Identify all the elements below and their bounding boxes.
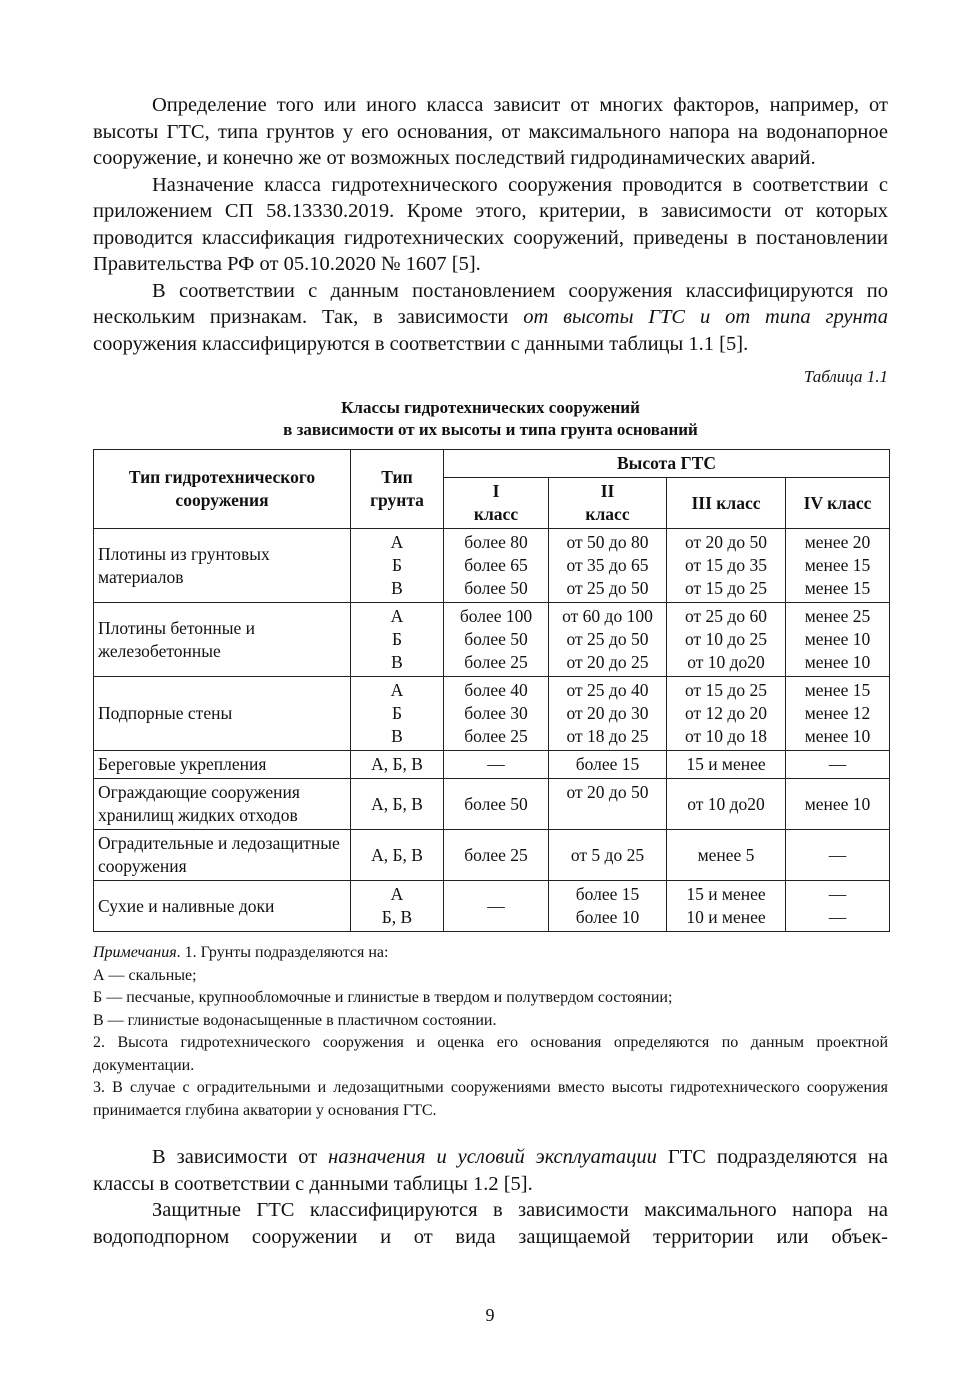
class-2-cell: более 15 [549,751,667,779]
class-3-cell: от 20 до 50 от 15 до 35 от 15 до 25 [667,529,786,603]
class-4-cell: менее 15 менее 12 менее 10 [786,677,890,751]
class-3-cell: от 25 до 60 от 10 до 25 от 10 до20 [667,603,786,677]
soil-cell: А, Б, В [351,779,444,830]
class-3-cell: от 10 до20 [667,779,786,830]
class-3-cell: менее 5 [667,830,786,881]
class-2-cell: от 50 до 80 от 35 до 65 от 25 до 50 [549,529,667,603]
header-soil-type: Тип грунта [351,450,444,529]
table-row [94,603,890,677]
document-page [93,92,888,1250]
class-2-cell: от 25 до 40 от 20 до 30 от 18 до 25 [549,677,667,751]
note-soil-b: Б — песчаные, крупнообломочные и глинистые в твердом и полутвердом состоянии; [93,989,673,1006]
row-name: Сухие и наливные доки [94,881,351,932]
header-class-3: III класс [667,478,786,529]
row-name: Береговые укрепления [94,751,351,779]
soil-cell: А Б В [351,529,444,603]
table-title: Классы гидротехнических сооружений в зависимости от их высоты и типа грунта оснований [283,398,698,439]
header-class-1: I класс [444,478,549,529]
soil-cell: А, Б, В [351,830,444,881]
class-4-cell: менее 10 [786,779,890,830]
class-3-cell: 15 и менее 10 и менее [667,881,786,932]
table-label: Таблица 1.1 [803,367,888,386]
header-structure-type: Тип гидротехнического сооружения [94,450,351,529]
note-3: 3. В случае с оградительными и ледозащитными сооружениями вместо высоты гидротехнического сооружения принимается глубина акватории у основания ГТС. [93,1079,888,1119]
classification-table [93,449,890,932]
paragraph-4: В зависимости от назначения и условий эксплуатации ГТС подразделяются на классы в соответствии с данными таблицы 1.2 [5]. [93,1146,888,1195]
soil-cell: А, Б, В [351,751,444,779]
class-1-cell: более 80 более 65 более 50 [444,529,549,603]
class-1-cell: более 50 [444,779,549,830]
paragraph-5: Защитные ГТС классифицируются в зависимости максимального напора на водоподпорном сооружении и от вида защищаемой территории или объек- [93,1199,888,1248]
table-header-row [94,450,890,478]
header-class-4: IV класс [786,478,890,529]
class-1-cell: более 100 более 50 более 25 [444,603,549,677]
class-2-cell: от 60 до 100 от 25 до 50 от 20 до 25 [549,603,667,677]
class-1-cell: более 25 [444,830,549,881]
table-row [94,751,890,779]
soil-cell: А Б, В [351,881,444,932]
class-4-cell: менее 20 менее 15 менее 15 [786,529,890,603]
table-row [94,881,890,932]
table-row [94,529,890,603]
row-name: Плотины бетонные и железобетонные [94,603,351,677]
table-row [94,677,890,751]
paragraph-3: В соответствии с данным постановлением сооружения классифицируются по нескольким признакам. Так, в зависимости от высоты ГТС и от типа грунта сооружения классифицируются в соответствии с данными таблицы 1.1 [5]. [93,279,888,355]
class-1-cell: более 40 более 30 более 25 [444,677,549,751]
class-2-cell: от 5 до 25 [549,830,667,881]
header-height: Высота ГТС [444,450,890,478]
table-row [94,830,890,881]
note-2: 2. Высота гидротехнического сооружения и оценка его основания определяются по данным проектной документации. [93,1034,888,1074]
class-2-cell: более 15 более 10 [549,881,667,932]
row-name: Ограждающие сооружения хранилищ жидких отходов [94,779,351,830]
row-name: Плотины из грунтовых материалов [94,529,351,603]
class-3-cell: от 15 до 25 от 12 до 20 от 10 до 18 [667,677,786,751]
class-4-cell: — — [786,881,890,932]
class-1-cell: — [444,881,549,932]
row-name: Подпорные стены [94,677,351,751]
class-4-cell: — [786,830,890,881]
soil-cell: А Б В [351,603,444,677]
class-1-cell: — [444,751,549,779]
class-2-cell: от 20 до 50 [549,779,667,830]
note-soil-a: А — скальные; [93,966,197,984]
note-1: Примечания. 1. Грунты подразделяются на: [93,944,389,961]
soil-cell: А Б В [351,677,444,751]
class-4-cell: — [786,751,890,779]
paragraph-1: Определение того или иного класса зависит от многих факторов, например, от высоты ГТС, типа грунтов у его основания, от максимального напора на водонапорное сооружение, и конечно же от возможных последствий гидродинамических аварий. [93,94,888,169]
row-name: Оградительные и ледозащитные сооружения [94,830,351,881]
paragraph-2: Назначение класса гидротехнического сооружения проводится в соответствии с приложением СП 58.13330.2019. Кроме этого, критерии, в зависимости от которых проводится классификация гидротехнических сооружений, приведены в постановлении Правительства РФ от 05.10.2020 № 1607 [5]. [93,173,888,275]
table-row [94,779,890,830]
class-4-cell: менее 25 менее 10 менее 10 [786,603,890,677]
note-soil-v: В — глинистые водонасыщенные в пластичном состоянии. [93,1011,497,1029]
header-class-2: II класс [549,478,667,529]
class-3-cell: 15 и менее [667,751,786,779]
page-number: 9 [485,1305,495,1325]
table-notes [93,942,888,1122]
